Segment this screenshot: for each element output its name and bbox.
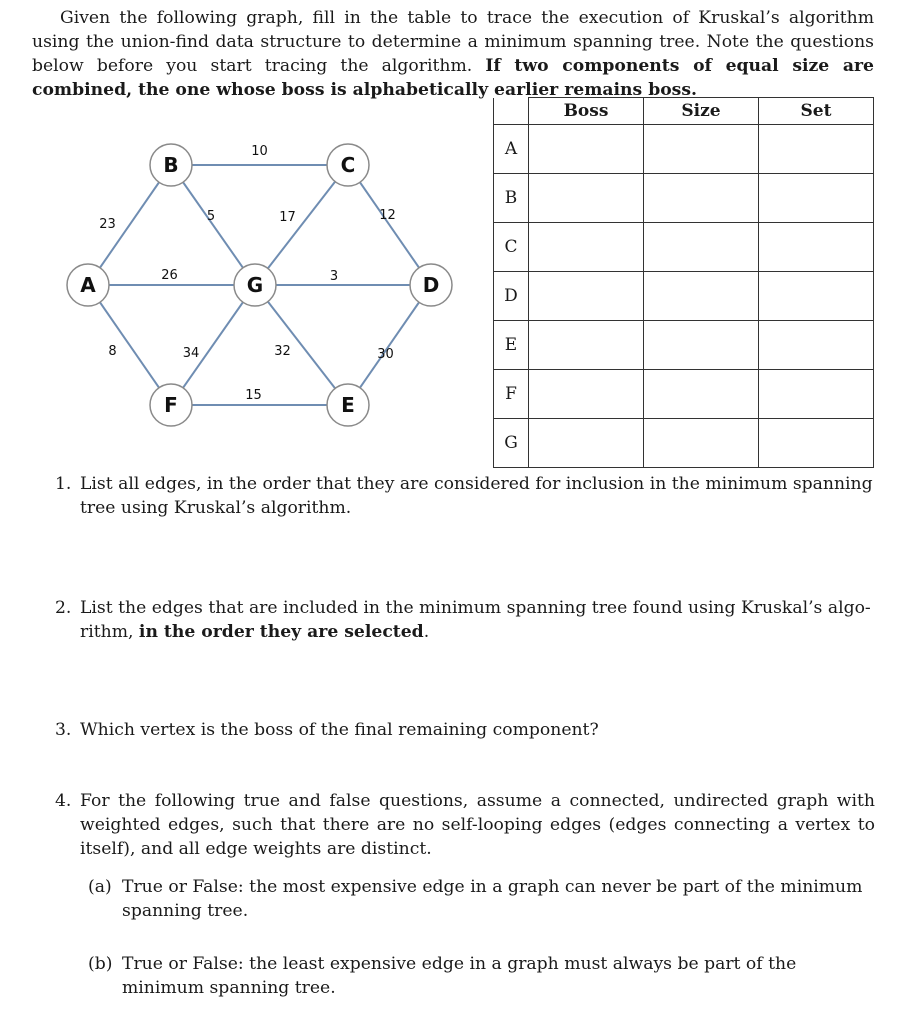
set-cell[interactable] [759, 223, 874, 272]
set-cell[interactable] [759, 272, 874, 321]
question-number: 3. [55, 720, 72, 740]
edge-weight-label: 12 [379, 208, 396, 223]
table-header-row [494, 98, 874, 125]
edge-weight-label: 8 [108, 344, 117, 359]
size-cell[interactable] [644, 223, 759, 272]
node-label: G [246, 273, 264, 297]
question-text [80, 596, 875, 644]
row-label-c: C [494, 223, 529, 272]
subquestion-label: (a) [88, 877, 112, 897]
question-number: 2. [55, 598, 72, 618]
size-cell[interactable] [644, 174, 759, 223]
subquestion-label: (b) [88, 954, 113, 974]
question-3 [55, 718, 875, 742]
node-label: F [164, 393, 178, 417]
edge-weight-label: 3 [329, 269, 339, 284]
header-size: Size [644, 98, 759, 125]
row-label-d: D [494, 272, 529, 321]
set-cell[interactable] [759, 125, 874, 174]
row-label-e: E [494, 321, 529, 370]
row-label-b: B [494, 174, 529, 223]
boss-cell[interactable] [529, 223, 644, 272]
question-1 [55, 472, 875, 520]
header-boss: Boss [529, 98, 644, 125]
node-label: C [340, 153, 356, 177]
question-number: 1. [55, 474, 72, 494]
edge-weight-label: 15 [245, 388, 262, 403]
size-cell[interactable] [644, 125, 759, 174]
question-text: List all edges, in the order that they are considered for inclusion in the minimum spanning tree using Kruskal’s algorithm. [80, 474, 873, 518]
node-label: B [163, 153, 179, 177]
node-label: E [341, 393, 355, 417]
size-cell[interactable] [644, 370, 759, 419]
edge-c-g [255, 165, 348, 285]
edge-weight-label: 26 [161, 268, 178, 283]
subquestion-text: True or False: the most expensive edge in a graph can never be part of the minimum spanning tree. [122, 877, 863, 921]
set-cell[interactable] [759, 321, 874, 370]
table-row [494, 419, 874, 468]
edge-weight-label: 30 [377, 347, 394, 362]
size-cell[interactable] [644, 272, 759, 321]
edge-weight-label: 5 [206, 209, 216, 224]
edge-weight-label: 17 [279, 210, 296, 225]
edge-b-g [171, 165, 255, 285]
question-4b [88, 952, 874, 1000]
table-corner-cell [494, 98, 529, 125]
header-set: Set [759, 98, 874, 125]
question-4 [55, 789, 875, 861]
question-text: Which vertex is the boss of the final remaining component? [80, 720, 599, 740]
node-e [327, 384, 369, 426]
set-cell[interactable] [759, 370, 874, 419]
boss-cell[interactable] [529, 370, 644, 419]
intro-bold-rule: If two components of equal size are combined, the one whose boss is alphabetically earlier remains boss. [32, 56, 874, 100]
table-row [494, 223, 874, 272]
edge-a-f [88, 285, 171, 405]
boss-cell[interactable] [529, 272, 644, 321]
edge-d-e [348, 285, 431, 405]
question-text: For the following true and false questions, assume a connected, undirected graph with weighted edges, such that there are no self-looping edges (edges connecting a vertex to itself), and all edge weights are distinct. [80, 791, 875, 859]
edge-weight-label: 32 [274, 344, 291, 359]
node-c [327, 144, 369, 186]
union-find-table [493, 97, 874, 468]
edge-f-g [171, 285, 255, 405]
set-cell[interactable] [759, 174, 874, 223]
node-b [150, 144, 192, 186]
question-text-plain: List the edges that are included in the minimum spanning tree found using Kruskal’s algo-rithm, [80, 598, 871, 642]
boss-cell[interactable] [529, 419, 644, 468]
row-label-g: G [494, 419, 529, 468]
question-text-bold: in the order they are selected [138, 622, 424, 642]
node-d [410, 264, 452, 306]
size-cell[interactable] [644, 419, 759, 468]
question-number: 4. [55, 791, 72, 811]
node-label: A [80, 273, 96, 297]
edge-weight-label: 34 [182, 346, 200, 361]
node-g [234, 264, 276, 306]
edge-weight-label: 23 [99, 217, 116, 232]
subquestion-text: True or False: the least expensive edge in a graph must always be part of the minimum spanning tree. [122, 954, 797, 998]
table-row [494, 321, 874, 370]
table-row [494, 125, 874, 174]
set-cell[interactable] [759, 419, 874, 468]
question-2 [55, 596, 875, 644]
row-label-f: F [494, 370, 529, 419]
graph-diagram [58, 135, 478, 435]
question-4a [88, 875, 874, 923]
table-row [494, 370, 874, 419]
row-label-a: A [494, 125, 529, 174]
boss-cell[interactable] [529, 174, 644, 223]
node-label: D [422, 273, 440, 297]
size-cell[interactable] [644, 321, 759, 370]
table-row [494, 272, 874, 321]
node-a [67, 264, 109, 306]
edge-c-d [348, 165, 431, 285]
boss-cell[interactable] [529, 125, 644, 174]
intro-paragraph [32, 6, 874, 102]
node-f [150, 384, 192, 426]
boss-cell[interactable] [529, 321, 644, 370]
edge-g-e [255, 285, 348, 405]
table-row [494, 174, 874, 223]
intro-text: Given the following graph, fill in the table to trace the execution of Kruskal’s algorithm using the union-find data structure to determine a minimum spanning tree. Note the questions below before you start tracing the algorithm. [32, 8, 874, 76]
question-text-end: . [423, 622, 430, 642]
edge-weight-label: 10 [251, 144, 268, 159]
